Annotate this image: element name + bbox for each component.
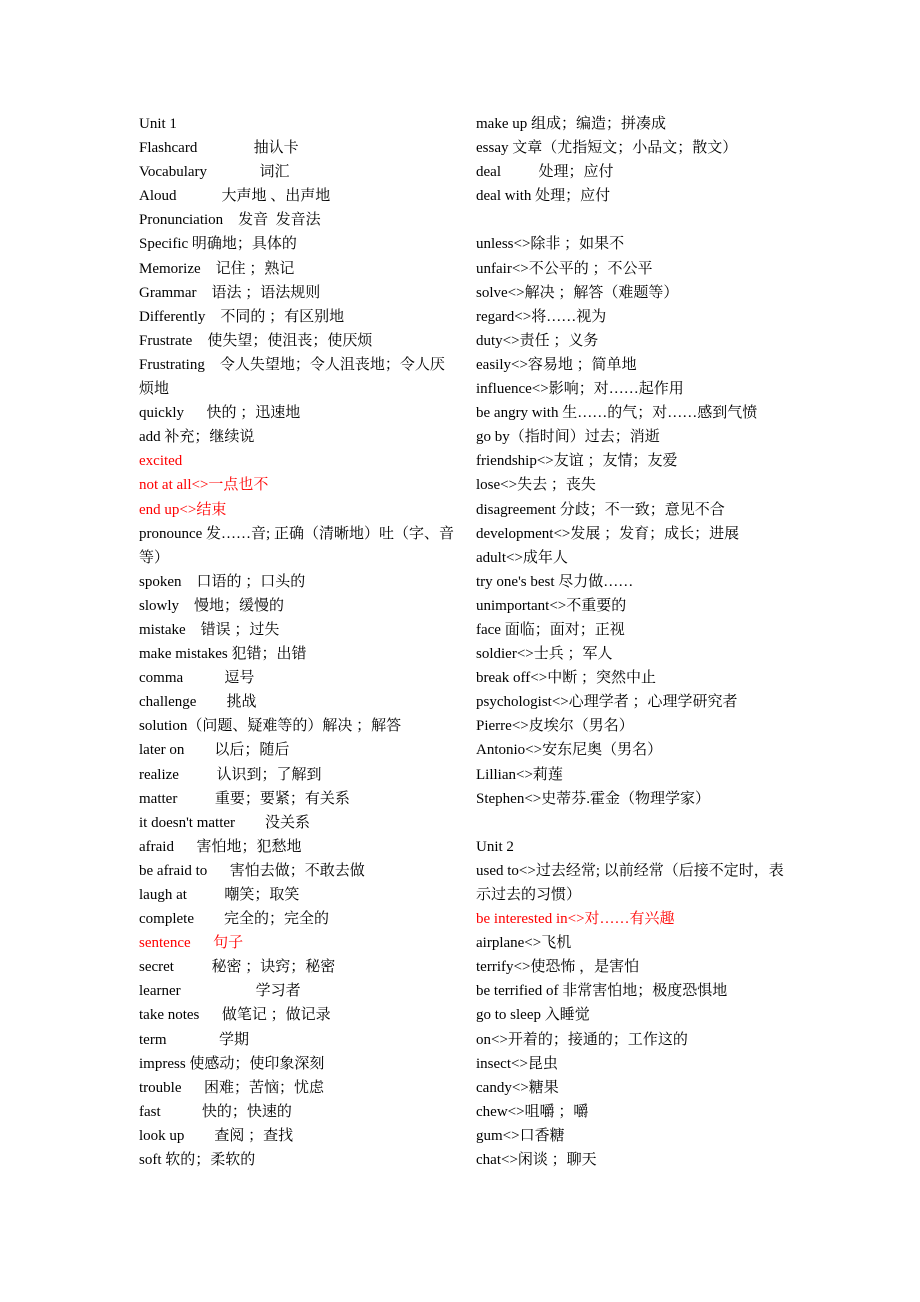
vocabulary-entry: duty<>责任 ；义务 [476, 332, 599, 349]
vocabulary-entry: trouble 困难；苦恼；忧虑 [139, 1079, 324, 1096]
vocabulary-entry: slowly 慢地；缓慢的 [139, 597, 285, 614]
vocabulary-entry: Specific 明确地；具体的 [139, 236, 297, 253]
vocabulary-entry: disagreement 分歧；不一致；意见不合 [476, 501, 725, 518]
vocabulary-entry: be terrified of 非常害怕地；极度恐惧地 [476, 983, 728, 1000]
vocabulary-entry: face 面临；面对；正视 [476, 621, 625, 638]
vocabulary-entry: deal 处理；应付 [476, 164, 614, 181]
vocabulary-entry: pronounce 发……音; 正确（清晰地）吐（字、音等） [139, 525, 454, 566]
vocabulary-entry: secret 秘密 ；诀窍；秘密 [139, 959, 336, 976]
vocabulary-entry: afraid 害怕地；犯愁地 [139, 838, 302, 855]
vocabulary-entry: laugh at 嘲笑；取笑 [139, 887, 300, 903]
vocabulary-entry: make up 组成；编造；拼凑成 [476, 116, 666, 132]
vocabulary-entry: unfair<>不公平的 ；不公平 [476, 260, 653, 277]
vocabulary-entry: terrify<>使恐怖 ，是害怕 [476, 959, 640, 976]
vocabulary-entry: go by（指时间）过去；消逝 [476, 429, 660, 446]
vocabulary-entry: Frustrate 使失望；使沮丧；使厌烦 [139, 332, 373, 349]
vocabulary-entry: adult<>成年人 [476, 549, 568, 566]
vocabulary-entry: used to<>过去经常; 以前经常（后接不定时，表示过去的习惯） [476, 862, 784, 903]
vocabulary-entry: easily<>容易地 ；简单地 [476, 356, 637, 373]
vocabulary-entry: Lillian<>莉莲 [476, 766, 563, 783]
vocabulary-entry: Unit 2 [476, 838, 514, 855]
vocabulary-entry: Grammar 语法 ；语法规则 [139, 284, 321, 301]
vocabulary-entry: quickly 快的 ；迅速地 [139, 405, 301, 422]
vocabulary-entry: psychologist<>心理学者 ；心理学研究者 [476, 694, 738, 711]
vocabulary-entry: learner 学习者 [139, 983, 301, 1000]
vocabulary-entry: not at all<>一点也不 [139, 477, 269, 494]
vocabulary-entry: impress 使感动；使印象深刻 [139, 1055, 325, 1072]
vocabulary-entry: candy<>糖果 [476, 1079, 559, 1096]
vocabulary-entry: comma 逗号 [139, 670, 255, 687]
vocabulary-column-left [139, 112, 457, 1172]
vocabulary-entry: chat<>闲谈 ；聊天 [476, 1152, 597, 1169]
vocabulary-entry: challenge 挑战 [139, 694, 257, 711]
vocabulary-entry: friendship<>友谊 ；友情；友爱 [476, 453, 678, 470]
vocabulary-entry: gum<>口香糖 [476, 1127, 565, 1144]
vocabulary-entry: lose<>失去 ；丧失 [476, 477, 596, 494]
vocabulary-entry: soldier<>士兵 ；军人 [476, 646, 613, 663]
vocabulary-entry: influence<>影响；对……起作用 [476, 381, 684, 398]
vocabulary-entry: Memorize 记住 ；熟记 [139, 260, 295, 277]
vocabulary-entry: matter 重要；要紧；有关系 [139, 790, 350, 807]
vocabulary-entry: Antonio<>安东尼奥（男名） [476, 742, 663, 759]
vocabulary-entry: Differently 不同的 ；有区别地 [139, 308, 345, 325]
vocabulary-entry: unless<>除非 ；如果不 [476, 236, 625, 253]
vocabulary-entry: mistake 错误 ；过失 [139, 621, 280, 638]
vocabulary-column-right [476, 112, 794, 1172]
vocabulary-entry: it doesn't matter 没关系 [139, 814, 311, 831]
vocabulary-entry: fast 快的；快速的 [139, 1103, 292, 1120]
vocabulary-entry: on<>开着的；接通的；工作这的 [476, 1031, 688, 1048]
vocabulary-entry: soft 软的；柔软的 [139, 1152, 256, 1169]
vocabulary-entry: airplane<>飞机 [476, 935, 572, 952]
blank-line [476, 811, 794, 835]
vocabulary-entry: spoken 口语的 ；口头的 [139, 573, 306, 590]
vocabulary-entry: development<>发展 ；发育；成长；进展 [476, 525, 740, 542]
vocabulary-entry: excited [139, 453, 183, 470]
vocabulary-entry: regard<>将……视为 [476, 308, 607, 325]
vocabulary-entry: be interested in<>对……有兴趣 [476, 911, 675, 928]
blank-line [476, 208, 794, 232]
vocabulary-entry: deal with 处理；应付 [476, 188, 611, 205]
vocabulary-entry: Unit 1 [139, 116, 177, 132]
vocabulary-entry: Pierre<>皮埃尔（男名） [476, 718, 634, 735]
vocabulary-entry: take notes 做笔记 ；做记录 [139, 1007, 331, 1024]
vocabulary-entry: realize 认识到；了解到 [139, 766, 322, 783]
vocabulary-entry: essay 文章（尤指短文；小品文；散文） [476, 140, 738, 157]
vocabulary-entry: be angry with 生……的气；对……感到气愤 [476, 405, 758, 422]
vocabulary-entry: sentence 句子 [139, 935, 244, 952]
vocabulary-entry: Stephen<>史蒂芬.霍金（物理学家） [476, 790, 710, 807]
vocabulary-entry: add 补充；继续说 [139, 429, 255, 446]
vocabulary-entry: Pronunciation 发音 发音法 [139, 212, 321, 229]
vocabulary-entry: try one's best 尽力做…… [476, 573, 634, 590]
vocabulary-entry: Flashcard 抽认卡 [139, 140, 299, 157]
vocabulary-entry: solution（问题、疑难等的）解决 ；解答 [139, 718, 402, 735]
vocabulary-entry: Aloud 大声地 、出声地 [139, 188, 331, 205]
vocabulary-entry: end up<>结束 [139, 501, 227, 518]
vocabulary-entry: make mistakes 犯错；出错 [139, 646, 307, 663]
vocabulary-entry: look up 查阅 ；查找 [139, 1127, 294, 1144]
vocabulary-entry: insect<>昆虫 [476, 1055, 558, 1072]
vocabulary-entry: Frustrating 令人失望地；令人沮丧地；令人厌烦地 [139, 356, 445, 398]
vocabulary-entry: chew<>咀嚼 ；嚼 [476, 1103, 589, 1120]
vocabulary-entry: later on 以后；随后 [139, 742, 290, 759]
vocabulary-entry: go to sleep 入睡觉 [476, 1007, 590, 1024]
vocabulary-entry: term 学期 [139, 1031, 249, 1048]
vocabulary-entry: Vocabulary 词汇 [139, 164, 290, 181]
vocabulary-entry: complete 完全的；完全的 [139, 911, 329, 928]
vocabulary-entry: be afraid to 害怕去做；不敢去做 [139, 862, 365, 879]
vocabulary-entry: solve<>解决 ；解答（难题等） [476, 284, 679, 301]
vocabulary-entry: unimportant<>不重要的 [476, 597, 627, 614]
vocabulary-entry: break off<>中断 ；突然中止 [476, 670, 656, 687]
